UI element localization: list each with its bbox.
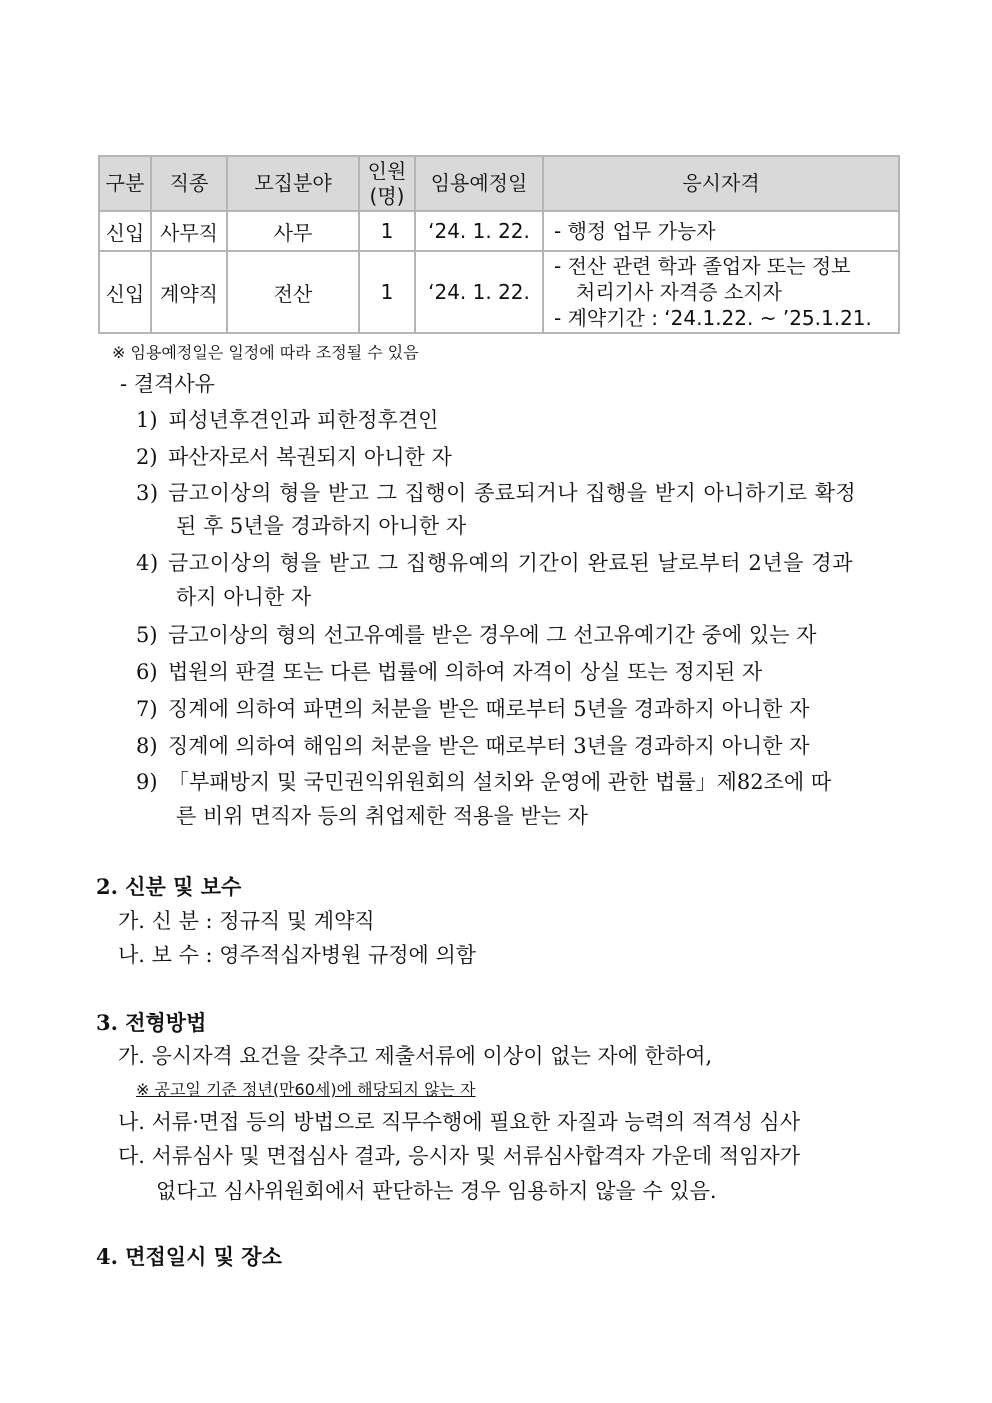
- item-number: 3): [136, 481, 159, 505]
- section-3-item-c: 다. 서류심사 및 면접심사 결과, 응시자 및 서류심사합격자 가운데 적임자가: [118, 1144, 801, 1168]
- header-date: 임용예정일: [415, 156, 543, 211]
- section-4-title: 4. 면접일시 및 장소: [96, 1244, 282, 1269]
- item-text: 피성년후견인과 피한정후견인: [168, 408, 439, 432]
- item-number: 2): [136, 445, 158, 469]
- item-number: 8): [136, 734, 158, 758]
- disqualification-item: [136, 693, 809, 723]
- item-continuation: 하지 아니한 자: [176, 585, 312, 609]
- item-text: 「부패방지 및 국민권익위원회의 설치와 운영에 관한 법률」제82조에 따: [168, 770, 832, 794]
- cell-field: 사무: [227, 211, 359, 251]
- item-number: 7): [136, 697, 158, 721]
- qualification-line: - 행정 업무 가능자: [554, 219, 716, 243]
- table-note: ※ 임용예정일은 일정에 따라 조정될 수 있음: [112, 343, 419, 362]
- header-category: 구분: [99, 156, 151, 211]
- disqualification-item: [136, 766, 831, 796]
- disqualification-item: [136, 656, 762, 686]
- item-number: 1): [136, 408, 158, 432]
- item-number: 4): [136, 551, 159, 575]
- header-count: 인원 (명): [359, 156, 415, 211]
- item-text: 파산자로서 복권되지 아니한 자: [168, 445, 452, 469]
- qualification-line: - 계약기간 : ‘24.1.22. ~ ’25.1.21.: [554, 306, 872, 330]
- section-3-item-a: 가. 응시자격 요건을 갖추고 제출서류에 이상이 없는 자에 한하여,: [118, 1044, 713, 1068]
- cell-count: 1: [359, 211, 415, 251]
- item-text: 징계에 의하여 해임의 처분을 받은 때로부터 3년을 경과하지 아니한 자: [168, 734, 810, 758]
- disqualification-title: - 결격사유: [120, 372, 215, 396]
- item-text: 금고이상의 형을 받고 그 집행유예의 기간이 완료된 날로부터 2년을 경과: [168, 551, 854, 575]
- section-2-pay: 나. 보 수 : 영주적십자병원 규정에 의함: [118, 943, 477, 967]
- table-row: [99, 211, 899, 251]
- qualification-line: 처리기사 자격증 소지자: [576, 280, 782, 304]
- cell-job-type: 사무직: [151, 211, 227, 251]
- disqualification-item: [136, 441, 452, 471]
- disqualification-item: [136, 730, 809, 760]
- item-number: 5): [136, 623, 158, 647]
- cell-qualifications: [543, 251, 899, 333]
- section-3-item-b: 나. 서류·면접 등의 방법으로 직무수행에 필요한 자질과 능력의 적격성 심사: [118, 1110, 801, 1134]
- recruitment-table: [98, 155, 900, 334]
- header-job-type: 직종: [151, 156, 227, 211]
- item-text: 금고이상의 형을 받고 그 집행이 종료되거나 집행을 받지 아니하기로 확정: [168, 481, 857, 505]
- table-header-row: [99, 156, 899, 211]
- cell-qualifications: [543, 211, 899, 251]
- qualification-line: - 전산 관련 학과 졸업자 또는 정보: [554, 254, 851, 278]
- section-2-title: 2. 신분 및 보수: [96, 874, 242, 899]
- cell-field: 전산: [227, 251, 359, 333]
- header-field: 모집분야: [227, 156, 359, 211]
- header-qualifications: 응시자격: [543, 156, 899, 211]
- disqualification-item: [136, 619, 816, 649]
- item-continuation: 른 비위 면직자 등의 취업제한 적용을 받는 자: [176, 804, 588, 828]
- disqualification-item: [136, 477, 856, 507]
- disqualification-item: [136, 547, 853, 577]
- item-text: 징계에 의하여 파면의 처분을 받은 때로부터 5년을 경과하지 아니한 자: [168, 697, 810, 721]
- item-text: 금고이상의 형의 선고유예를 받은 경우에 그 선고유예기간 중에 있는 자: [168, 623, 817, 647]
- cell-job-type: 계약직: [151, 251, 227, 333]
- section-2-status: 가. 신 분 : 정규직 및 계약직: [118, 909, 375, 933]
- section-3-title: 3. 전형방법: [96, 1010, 207, 1035]
- cell-count: 1: [359, 251, 415, 333]
- item-number: 6): [136, 660, 158, 684]
- item-text: 법원의 판결 또는 다른 법률에 의하여 자격이 상실 또는 정지된 자: [168, 660, 763, 684]
- cell-date: ‘24. 1. 22.: [415, 251, 543, 333]
- section-3-item-c-continuation: 없다고 심사위원회에서 판단하는 경우 임용하지 않을 수 있음.: [156, 1179, 717, 1203]
- age-limit-note: ※ 공고일 기준 정년(만60세)에 해당되지 않는 자: [136, 1080, 476, 1099]
- item-number: 9): [136, 770, 158, 794]
- item-continuation: 된 후 5년을 경과하지 아니한 자: [176, 514, 467, 538]
- cell-category: 신입: [99, 211, 151, 251]
- table-row: [99, 251, 899, 333]
- cell-date: ‘24. 1. 22.: [415, 211, 543, 251]
- disqualification-item: [136, 404, 438, 434]
- cell-category: 신입: [99, 251, 151, 333]
